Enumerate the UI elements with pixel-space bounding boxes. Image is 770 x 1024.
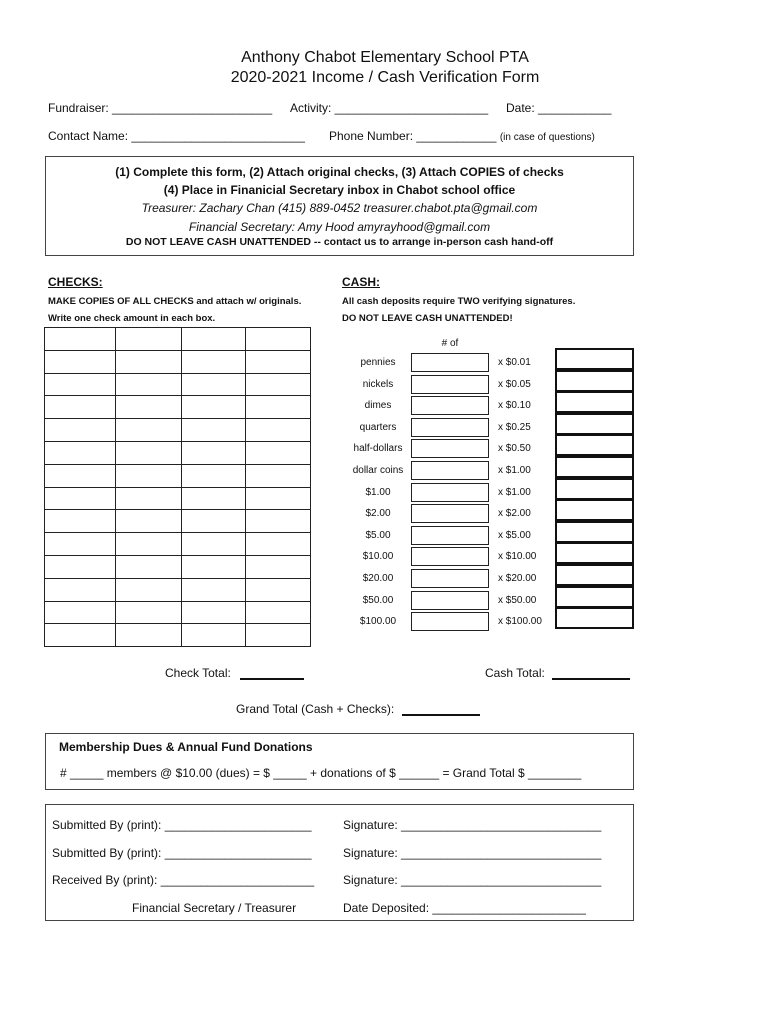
cash-amount-box[interactable] <box>555 434 634 456</box>
check-row <box>45 578 311 601</box>
cash-count-box[interactable] <box>411 612 489 631</box>
treasurer-contact: Treasurer: Zachary Chan (415) 889-0452 treasurer.chabot.pta@gmail.com <box>141 201 538 215</box>
cash-count-box[interactable] <box>411 439 489 458</box>
phone-note: (in case of questions) <box>499 132 595 143</box>
cash-total-field[interactable] <box>485 666 630 680</box>
check-amount-cell[interactable] <box>45 350 116 373</box>
cash-denomination-label: $2.00 <box>365 508 391 520</box>
check-amount-cell[interactable] <box>45 441 116 464</box>
check-row <box>45 396 311 419</box>
check-amount-cell[interactable] <box>246 487 311 510</box>
checks-note-copies: MAKE COPIES OF ALL CHECKS and attach w/ originals. <box>48 296 302 307</box>
instructions-box <box>45 156 634 256</box>
cash-denomination-label: quarters <box>359 421 397 433</box>
cash-heading: CASH: <box>342 275 380 289</box>
check-amount-cell[interactable] <box>182 350 246 373</box>
cash-amount-box[interactable] <box>555 413 634 435</box>
grand-total-line[interactable] <box>402 714 480 716</box>
contact-name-field[interactable]: Contact Name: __________________________ <box>48 129 305 143</box>
check-amount-cell[interactable] <box>246 419 311 442</box>
cash-multiplier: x $2.00 <box>498 508 531 520</box>
cash-count-box[interactable] <box>411 483 489 502</box>
check-row <box>45 350 311 373</box>
fundraiser-field[interactable]: Fundraiser: ________________________ <box>48 101 273 115</box>
check-amount-cell[interactable] <box>246 350 311 373</box>
cash-amount-box[interactable] <box>555 456 634 478</box>
check-amount-cell[interactable] <box>182 624 246 647</box>
check-amount-cell[interactable] <box>246 441 311 464</box>
date-deposited-field[interactable]: Date Deposited: _______________________ <box>343 901 586 915</box>
cash-note-unattended: DO NOT LEAVE CASH UNATTENDED! <box>342 313 513 324</box>
cash-count-box[interactable] <box>411 396 489 415</box>
check-amount-cell[interactable] <box>182 533 246 556</box>
check-amount-grid <box>44 327 311 647</box>
cash-denomination-label: nickels <box>362 378 394 390</box>
check-amount-cell[interactable] <box>45 419 116 442</box>
received-by-field[interactable]: Received By (print): _______________________ <box>52 873 315 887</box>
check-amount-cell[interactable] <box>116 441 182 464</box>
grand-total-label: Grand Total (Cash + Checks): <box>236 702 395 716</box>
membership-box <box>45 733 634 790</box>
cash-multiplier: x $100.00 <box>498 616 542 628</box>
check-amount-cell[interactable] <box>116 396 182 419</box>
instruction-line-1: (1) Complete this form, (2) Attach original checks, (3) Attach COPIES of checks <box>115 165 564 179</box>
cash-denomination-label: $10.00 <box>362 551 394 563</box>
check-amount-cell[interactable] <box>45 555 116 578</box>
cash-amount-box[interactable] <box>555 607 634 629</box>
check-row <box>45 624 311 647</box>
receiver-role-label: Financial Secretary / Treasurer <box>132 901 297 915</box>
submitted-by-2-field[interactable]: Submitted By (print): ______________________ <box>52 846 312 860</box>
check-amount-cell[interactable] <box>182 396 246 419</box>
cash-count-box[interactable] <box>411 461 489 480</box>
check-amount-cell[interactable] <box>116 578 182 601</box>
activity-field[interactable]: Activity: _______________________ <box>290 101 489 115</box>
check-amount-cell[interactable] <box>116 350 182 373</box>
cash-multiplier: x $5.00 <box>498 529 531 541</box>
cash-multiplier: x $0.25 <box>498 421 531 433</box>
cash-denomination-label: $50.00 <box>362 594 394 606</box>
check-amount-cell[interactable] <box>116 464 182 487</box>
cash-denomination-label: $100.00 <box>359 616 397 628</box>
check-amount-cell[interactable] <box>182 373 246 396</box>
date-field[interactable]: Date: ___________ <box>506 101 612 115</box>
cash-denomination-label: $5.00 <box>365 529 391 541</box>
check-amount-cell[interactable] <box>116 601 182 624</box>
cash-amount-box[interactable] <box>555 521 634 543</box>
membership-calculation-line[interactable]: # _____ members @ $10.00 (dues) = $ _____ + donations of $ ______ = Grand Total $ ________ <box>60 766 582 780</box>
cash-denomination-label: dollar coins <box>352 465 404 476</box>
cash-total-label: Cash Total: <box>485 666 545 680</box>
check-row <box>45 555 311 578</box>
check-row <box>45 373 311 396</box>
cash-amount-box[interactable] <box>555 348 634 370</box>
cash-note-signatures: All cash deposits require TWO verifying signatures. <box>342 296 576 307</box>
signature-3-field[interactable]: Signature: ______________________________ <box>343 873 602 887</box>
phone-number-field[interactable] <box>329 129 595 143</box>
check-amount-cell[interactable] <box>246 601 311 624</box>
cash-count-box[interactable] <box>411 353 489 372</box>
submitted-by-1-field[interactable]: Submitted By (print): ______________________ <box>52 818 312 832</box>
check-amount-cell[interactable] <box>246 578 311 601</box>
cash-multiplier: x $50.00 <box>498 594 537 606</box>
cash-warning: DO NOT LEAVE CASH UNATTENDED -- contact us to arrange in-person cash hand-off <box>125 236 554 248</box>
cash-amount-box[interactable] <box>555 499 634 521</box>
cash-denomination-label: $20.00 <box>362 573 394 584</box>
check-amount-cell[interactable] <box>182 328 246 351</box>
membership-heading: Membership Dues & Annual Fund Donations <box>59 740 313 754</box>
cash-count-box[interactable] <box>411 569 489 588</box>
check-amount-cell[interactable] <box>116 328 182 351</box>
cash-multiplier: x $0.05 <box>498 378 531 390</box>
grand-total-field[interactable] <box>236 702 480 716</box>
cash-multiplier: x $0.10 <box>498 400 531 412</box>
check-total-line[interactable] <box>240 678 304 680</box>
check-amount-cell[interactable] <box>246 624 311 647</box>
check-row <box>45 510 311 533</box>
checks-note-one-per-box: Write one check amount in each box. <box>48 313 216 324</box>
check-row <box>45 328 311 351</box>
check-amount-cell[interactable] <box>246 328 311 351</box>
check-amount-cell[interactable] <box>45 578 116 601</box>
check-amount-cell[interactable] <box>116 419 182 442</box>
cash-count-box[interactable] <box>411 547 489 566</box>
cash-denomination-label: half-dollars <box>353 443 403 455</box>
cash-count-box[interactable] <box>411 504 489 523</box>
cash-count-box[interactable] <box>411 418 489 437</box>
check-amount-cell[interactable] <box>182 555 246 578</box>
check-amount-cell[interactable] <box>116 555 182 578</box>
check-amount-cell[interactable] <box>45 373 116 396</box>
cash-count-box[interactable] <box>411 375 489 394</box>
instruction-line-2: (4) Place in Finanicial Secretary inbox in Chabot school office <box>163 183 516 197</box>
check-amount-cell[interactable] <box>246 555 311 578</box>
check-amount-cell[interactable] <box>246 510 311 533</box>
check-amount-cell[interactable] <box>182 487 246 510</box>
check-amount-cell[interactable] <box>45 601 116 624</box>
check-amount-cell[interactable] <box>45 533 116 556</box>
check-amount-cell[interactable] <box>116 510 182 533</box>
financial-secretary-contact: Financial Secretary: Amy Hood amyrayhood@gmail.com <box>188 220 491 234</box>
check-amount-cell[interactable] <box>45 624 116 647</box>
check-row <box>45 533 311 556</box>
check-amount-cell[interactable] <box>246 533 311 556</box>
check-total-label: Check Total: <box>165 666 231 680</box>
cash-amount-box[interactable] <box>555 478 634 500</box>
cash-amount-box[interactable] <box>555 586 634 608</box>
cash-multiplier: x $0.01 <box>498 357 531 368</box>
cash-total-line[interactable] <box>552 678 630 680</box>
check-amount-cell[interactable] <box>45 510 116 533</box>
form-subtitle: 2020-2021 Income / Cash Verification Form <box>230 69 540 86</box>
check-amount-cell[interactable] <box>182 419 246 442</box>
checks-heading: CHECKS: <box>48 275 103 289</box>
check-amount-cell[interactable] <box>246 396 311 419</box>
cash-multiplier: x $0.50 <box>498 443 531 455</box>
cash-denomination-label: dimes <box>364 400 392 412</box>
check-amount-cell[interactable] <box>182 441 246 464</box>
check-amount-cell[interactable] <box>182 578 246 601</box>
check-amount-cell[interactable] <box>45 328 116 351</box>
signature-2-field[interactable]: Signature: ______________________________ <box>343 846 602 860</box>
check-amount-cell[interactable] <box>116 373 182 396</box>
phone-label: Phone Number: ____________ <box>329 129 497 143</box>
cash-amount-box[interactable] <box>555 542 634 564</box>
cash-multiplier: x $10.00 <box>498 551 537 563</box>
check-amount-cell[interactable] <box>182 510 246 533</box>
count-column-header: # of <box>441 338 459 349</box>
cash-denomination-label: pennies <box>360 357 396 368</box>
cash-count-box[interactable] <box>411 526 489 545</box>
check-row <box>45 601 311 624</box>
check-row <box>45 441 311 464</box>
cash-multiplier: x $20.00 <box>498 573 537 584</box>
check-row <box>45 419 311 442</box>
check-amount-cell[interactable] <box>116 533 182 556</box>
cash-amount-box[interactable] <box>555 391 634 413</box>
cash-count-box[interactable] <box>411 591 489 610</box>
check-amount-cell[interactable] <box>116 487 182 510</box>
check-amount-cell[interactable] <box>246 373 311 396</box>
check-row <box>45 487 311 510</box>
signatures-box <box>45 804 634 921</box>
check-amount-cell[interactable] <box>45 396 116 419</box>
cash-denomination-label: $1.00 <box>365 486 391 498</box>
cash-amount-box[interactable] <box>555 564 634 586</box>
check-total-field[interactable] <box>165 666 304 680</box>
check-amount-cell[interactable] <box>246 464 311 487</box>
form-title: Anthony Chabot Elementary School PTA <box>241 49 529 66</box>
check-amount-cell[interactable] <box>45 464 116 487</box>
check-amount-cell[interactable] <box>182 464 246 487</box>
check-row <box>45 464 311 487</box>
cash-multiplier: x $1.00 <box>498 486 531 498</box>
check-amount-cell[interactable] <box>116 624 182 647</box>
cash-multiplier: x $1.00 <box>498 465 531 476</box>
cash-amount-box[interactable] <box>555 370 634 392</box>
check-amount-cell[interactable] <box>45 487 116 510</box>
check-amount-cell[interactable] <box>182 601 246 624</box>
signature-1-field[interactable]: Signature: ______________________________ <box>343 818 602 832</box>
